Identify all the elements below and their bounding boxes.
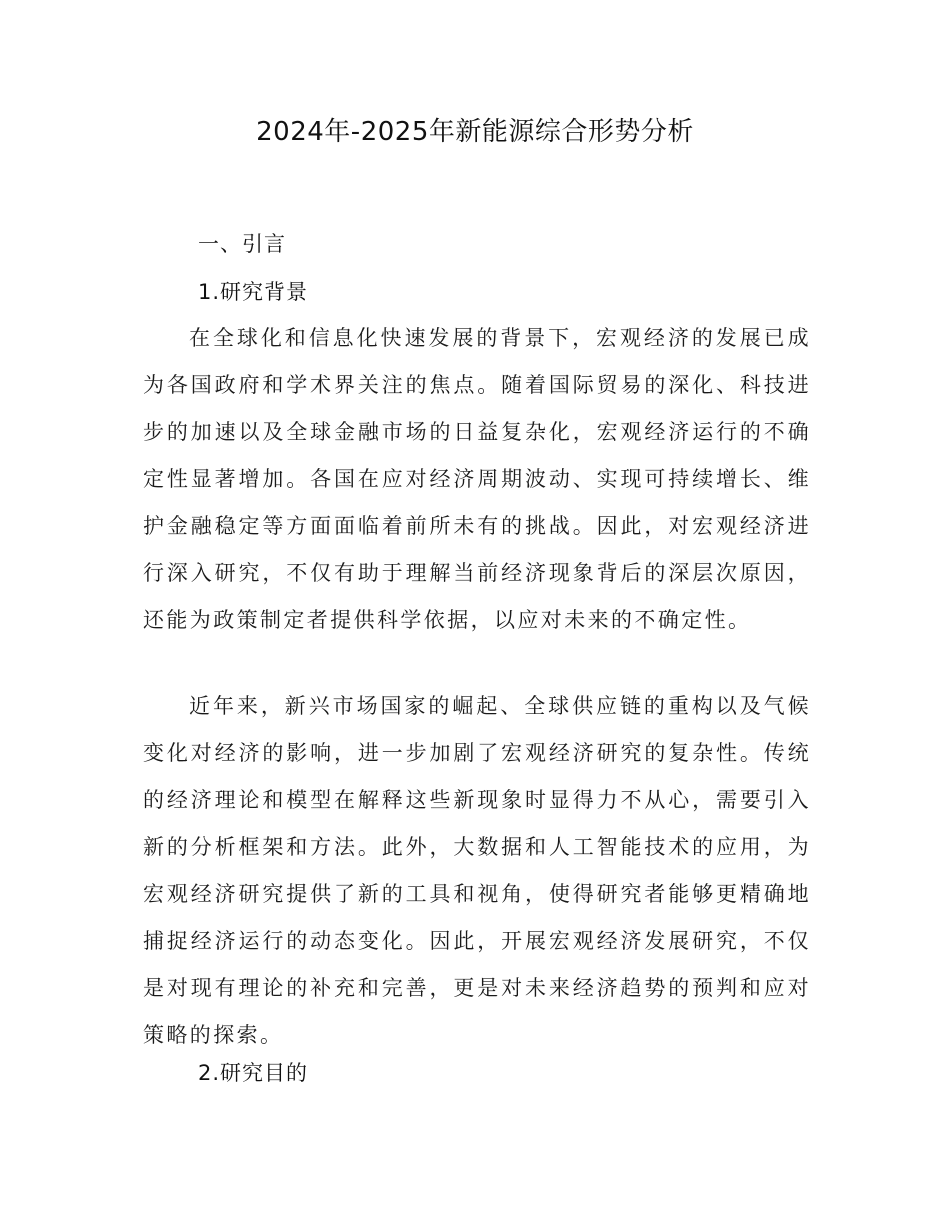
section-heading-introduction: 一、引言 <box>198 232 286 256</box>
document-title: 2024年-2025年新能源综合形势分析 <box>256 117 694 147</box>
paragraph-background-1: 在全球化和信息化快速发展的背景下，宏观经济的发展已成为各国政府和学术界关注的焦点。随着国际贸易的深化、科技进步的加速以及全球金融市场的日益复杂化，宏观经济运行的不确定性显著增加。各国在应对经济周期波动、实现可持续增长、维护金融稳定等方面面临着前所未有的挑战。因此，对宏观经济进行深入研究，不仅有助于理解当前经济现象背后的深层次原因，还能为政策制定者提供科学依据，以应对未来的不确定性。 <box>143 326 811 632</box>
subsection-heading-research-purpose: 2.研究目的 <box>198 1061 309 1085</box>
paragraph-background-2: 近年来，新兴市场国家的崛起、全球供应链的重构以及气候变化对经济的影响，进一步加剧了宏观经济研究的复杂性。传统的经济理论和模型在解释这些新现象时显得力不从心，需要引入新的分析框架和方法。此外，大数据和人工智能技术的应用，为宏观经济研究提供了新的工具和视角，使得研究者能够更精确地捕捉经济运行的动态变化。因此，开展宏观经济发展研究，不仅是对现有理论的补充和完善，更是对未来经济趋势的预判和应对策略的探索。 <box>143 694 811 1047</box>
subsection-heading-research-background: 1.研究背景 <box>198 280 309 304</box>
